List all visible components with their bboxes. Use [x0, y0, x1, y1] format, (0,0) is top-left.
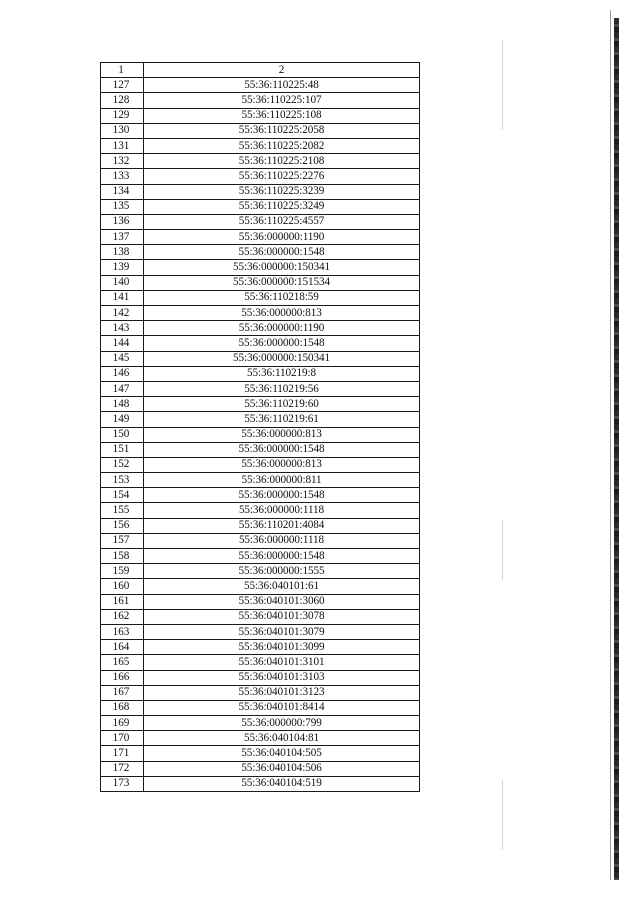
- row-index-cell: 132: [101, 154, 144, 169]
- cadastral-number-cell: 55:36:000000:1190: [144, 321, 420, 336]
- cadastral-number-cell: 55:36:000000:1118: [144, 533, 420, 548]
- cadastral-number-cell: 55:36:040101:3101: [144, 655, 420, 670]
- row-index-cell: 153: [101, 473, 144, 488]
- table-row: [101, 457, 420, 472]
- table-row: [101, 108, 420, 123]
- row-index-cell: 154: [101, 488, 144, 503]
- table-row: [101, 412, 420, 427]
- table-row: [101, 397, 420, 412]
- cadastral-number-cell: 55:36:000000:1548: [144, 549, 420, 564]
- row-index-cell: 127: [101, 78, 144, 93]
- table-row: [101, 351, 420, 366]
- table-row: [101, 93, 420, 108]
- cadastral-number-cell: 55:36:000000:150341: [144, 351, 420, 366]
- row-index-cell: 147: [101, 381, 144, 396]
- cadastral-number-cell: 55:36:000000:799: [144, 716, 420, 731]
- cadastral-number-cell: 55:36:110225:2082: [144, 138, 420, 153]
- cadastral-number-cell: 55:36:040101:3099: [144, 640, 420, 655]
- table-row: [101, 761, 420, 776]
- table-row: [101, 336, 420, 351]
- cadastral-number-cell: 55:36:000000:151534: [144, 275, 420, 290]
- row-index-cell: 159: [101, 564, 144, 579]
- row-index-cell: 173: [101, 776, 144, 791]
- cadastral-number-cell: 55:36:040101:8414: [144, 700, 420, 715]
- table-row: [101, 306, 420, 321]
- row-index-cell: 165: [101, 655, 144, 670]
- table-header-row: [101, 63, 420, 78]
- cadastral-number-cell: 55:36:040101:3123: [144, 685, 420, 700]
- cadastral-number-cell: 55:36:040101:3060: [144, 594, 420, 609]
- table-row: [101, 321, 420, 336]
- cadastral-number-cell: 55:36:110225:3249: [144, 199, 420, 214]
- cadastral-number-cell: 55:36:000000:813: [144, 457, 420, 472]
- cadastral-number-cell: 55:36:040101:61: [144, 579, 420, 594]
- column-header-index: 1: [101, 63, 144, 78]
- table-row: [101, 533, 420, 548]
- row-index-cell: 146: [101, 366, 144, 381]
- cadastral-number-cell: 55:36:040101:3103: [144, 670, 420, 685]
- cadastral-number-cell: 55:36:040104:505: [144, 746, 420, 761]
- row-index-cell: 168: [101, 700, 144, 715]
- scan-artifact: [502, 40, 503, 130]
- cadastral-number-cell: 55:36:000000:1118: [144, 503, 420, 518]
- table-row: [101, 427, 420, 442]
- row-index-cell: 139: [101, 260, 144, 275]
- scan-artifact: [502, 780, 503, 850]
- table-row: [101, 564, 420, 579]
- row-index-cell: 169: [101, 716, 144, 731]
- table-row: [101, 624, 420, 639]
- row-index-cell: 142: [101, 306, 144, 321]
- row-index-cell: 143: [101, 321, 144, 336]
- cadastral-number-cell: 55:36:040104:81: [144, 731, 420, 746]
- cadastral-number-cell: 55:36:110225:2108: [144, 154, 420, 169]
- row-index-cell: 130: [101, 123, 144, 138]
- table-row: [101, 230, 420, 245]
- row-index-cell: 128: [101, 93, 144, 108]
- cadastral-number-cell: 55:36:000000:811: [144, 473, 420, 488]
- table-row: [101, 473, 420, 488]
- table-row: [101, 716, 420, 731]
- row-index-cell: 160: [101, 579, 144, 594]
- table-row: [101, 670, 420, 685]
- cadastral-number-cell: 55:36:110219:56: [144, 381, 420, 396]
- cadastral-number-cell: 55:36:110225:107: [144, 93, 420, 108]
- table-row: [101, 290, 420, 305]
- cadastral-number-cell: 55:36:110201:4084: [144, 518, 420, 533]
- row-index-cell: 170: [101, 731, 144, 746]
- table-row: [101, 214, 420, 229]
- row-index-cell: 140: [101, 275, 144, 290]
- table-row: [101, 700, 420, 715]
- table-row: [101, 260, 420, 275]
- table-row: [101, 78, 420, 93]
- cadastral-number-cell: 55:36:000000:1548: [144, 488, 420, 503]
- cadastral-number-cell: 55:36:040104:506: [144, 761, 420, 776]
- row-index-cell: 136: [101, 214, 144, 229]
- table-row: [101, 245, 420, 260]
- row-index-cell: 131: [101, 138, 144, 153]
- row-index-cell: 135: [101, 199, 144, 214]
- row-index-cell: 133: [101, 169, 144, 184]
- row-index-cell: 150: [101, 427, 144, 442]
- table-row: [101, 655, 420, 670]
- row-index-cell: 167: [101, 685, 144, 700]
- cadastral-number-cell: 55:36:110225:2058: [144, 123, 420, 138]
- table-row: [101, 381, 420, 396]
- table-row: [101, 154, 420, 169]
- cadastral-number-cell: 55:36:040101:3079: [144, 624, 420, 639]
- cadastral-number-cell: 55:36:000000:1190: [144, 230, 420, 245]
- row-index-cell: 172: [101, 761, 144, 776]
- table-body: [101, 78, 420, 792]
- row-index-cell: 166: [101, 670, 144, 685]
- table-row: [101, 776, 420, 791]
- table-row: [101, 199, 420, 214]
- row-index-cell: 134: [101, 184, 144, 199]
- row-index-cell: 158: [101, 549, 144, 564]
- scan-edge-line: [610, 10, 611, 880]
- table-row: [101, 731, 420, 746]
- row-index-cell: 145: [101, 351, 144, 366]
- cadastral-number-cell: 55:36:110225:2276: [144, 169, 420, 184]
- table-row: [101, 138, 420, 153]
- row-index-cell: 162: [101, 609, 144, 624]
- table-row: [101, 640, 420, 655]
- table-row: [101, 549, 420, 564]
- table-row: [101, 169, 420, 184]
- row-index-cell: 157: [101, 533, 144, 548]
- cadastral-number-cell: 55:36:000000:150341: [144, 260, 420, 275]
- cadastral-number-table: [100, 62, 420, 792]
- table-row: [101, 503, 420, 518]
- row-index-cell: 151: [101, 442, 144, 457]
- table-row: [101, 488, 420, 503]
- cadastral-number-cell: 55:36:040104:519: [144, 776, 420, 791]
- row-index-cell: 137: [101, 230, 144, 245]
- cadastral-number-cell: 55:36:000000:813: [144, 306, 420, 321]
- row-index-cell: 155: [101, 503, 144, 518]
- row-index-cell: 149: [101, 412, 144, 427]
- row-index-cell: 148: [101, 397, 144, 412]
- table-row: [101, 746, 420, 761]
- row-index-cell: 138: [101, 245, 144, 260]
- row-index-cell: 152: [101, 457, 144, 472]
- row-index-cell: 141: [101, 290, 144, 305]
- table-row: [101, 123, 420, 138]
- row-index-cell: 156: [101, 518, 144, 533]
- row-index-cell: 161: [101, 594, 144, 609]
- cadastral-number-cell: 55:36:000000:1548: [144, 245, 420, 260]
- row-index-cell: 164: [101, 640, 144, 655]
- cadastral-number-cell: 55:36:110219:8: [144, 366, 420, 381]
- cadastral-number-cell: 55:36:000000:1555: [144, 564, 420, 579]
- row-index-cell: 171: [101, 746, 144, 761]
- table-row: [101, 442, 420, 457]
- cadastral-number-cell: 55:36:110225:108: [144, 108, 420, 123]
- scan-artifact: [502, 520, 503, 580]
- scan-binding-edge: [614, 18, 619, 880]
- table-row: [101, 685, 420, 700]
- table-row: [101, 184, 420, 199]
- table-row: [101, 579, 420, 594]
- cadastral-number-cell: 55:36:000000:1548: [144, 336, 420, 351]
- column-header-cadastral-number: 2: [144, 63, 420, 78]
- cadastral-number-cell: 55:36:110225:4557: [144, 214, 420, 229]
- table-row: [101, 275, 420, 290]
- cadastral-number-cell: 55:36:110219:61: [144, 412, 420, 427]
- row-index-cell: 163: [101, 624, 144, 639]
- cadastral-number-cell: 55:36:110219:60: [144, 397, 420, 412]
- cadastral-number-cell: 55:36:110225:48: [144, 78, 420, 93]
- table-row: [101, 518, 420, 533]
- cadastral-number-cell: 55:36:000000:813: [144, 427, 420, 442]
- table-row: [101, 366, 420, 381]
- table-row: [101, 609, 420, 624]
- cadastral-number-cell: 55:36:110225:3239: [144, 184, 420, 199]
- cadastral-number-cell: 55:36:000000:1548: [144, 442, 420, 457]
- row-index-cell: 129: [101, 108, 144, 123]
- row-index-cell: 144: [101, 336, 144, 351]
- cadastral-number-cell: 55:36:040101:3078: [144, 609, 420, 624]
- cadastral-number-cell: 55:36:110218:59: [144, 290, 420, 305]
- table-row: [101, 594, 420, 609]
